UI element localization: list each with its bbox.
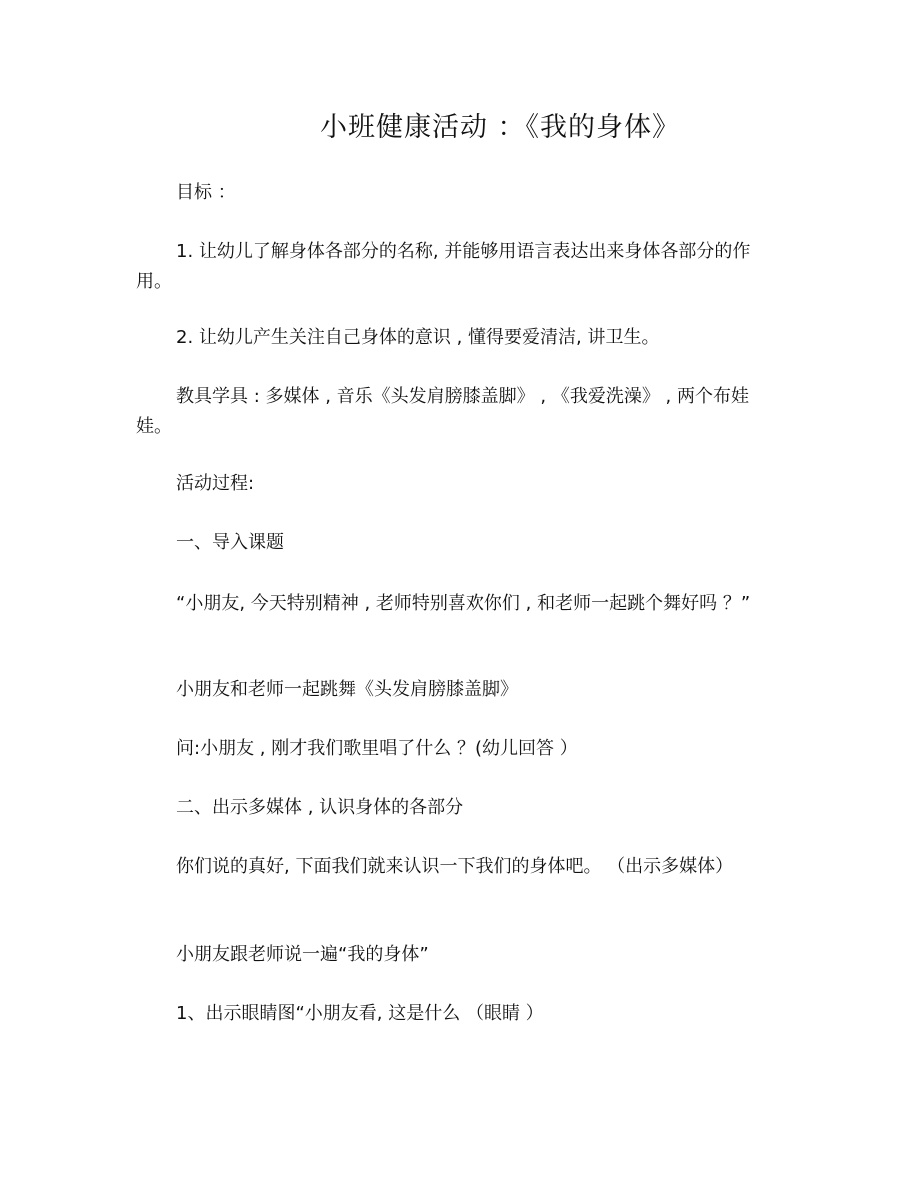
eyes-step: 1、出示眼睛图“小朋友看, 这是什么 （眼睛 ） — [176, 1003, 544, 1024]
document-title: 小班健康活动 ：《我的身体》 — [319, 112, 681, 143]
goal-item-1: 1. 让幼儿了解身体各部分的名称, 并能够用语言表达出来身体各部分的作用。 — [136, 241, 751, 292]
dance-activity: 小朋友和老师一起跳舞《头发肩膀膝盖脚》 — [176, 679, 518, 700]
goal-heading: 目标 ： — [176, 182, 236, 203]
question-line: 问:小朋友 , 刚才我们歌里唱了什么 ？(幼儿回答 ） — [176, 738, 578, 759]
teaching-aids: 教具学具 : 多媒体 , 音乐《头发肩膀膝盖脚》 , 《我爱洗澡》 , 两个布娃娃。 — [136, 386, 749, 437]
goal-item-2: 2. 让幼儿产生关注自己身体的意识 , 懂得要爱清洁, 讲卫生。 — [176, 327, 660, 348]
section-2-heading: 二、出示多媒体 , 认识身体的各部分 — [176, 797, 464, 818]
repeat-line: 小朋友跟老师说一遍“我的身体” — [176, 944, 429, 965]
section-1-heading: 一、导入课题 — [176, 532, 284, 553]
multimedia-intro: 你们说的真好, 下面我们就来认识一下我们的身体吧。 （出示多媒体） — [176, 856, 734, 877]
process-heading: 活动过程: — [176, 473, 255, 494]
teacher-greeting: “小朋友, 今天特别精神 , 老师特别喜欢你们 , 和老师一起跳个舞好吗 ？” — [176, 593, 751, 614]
